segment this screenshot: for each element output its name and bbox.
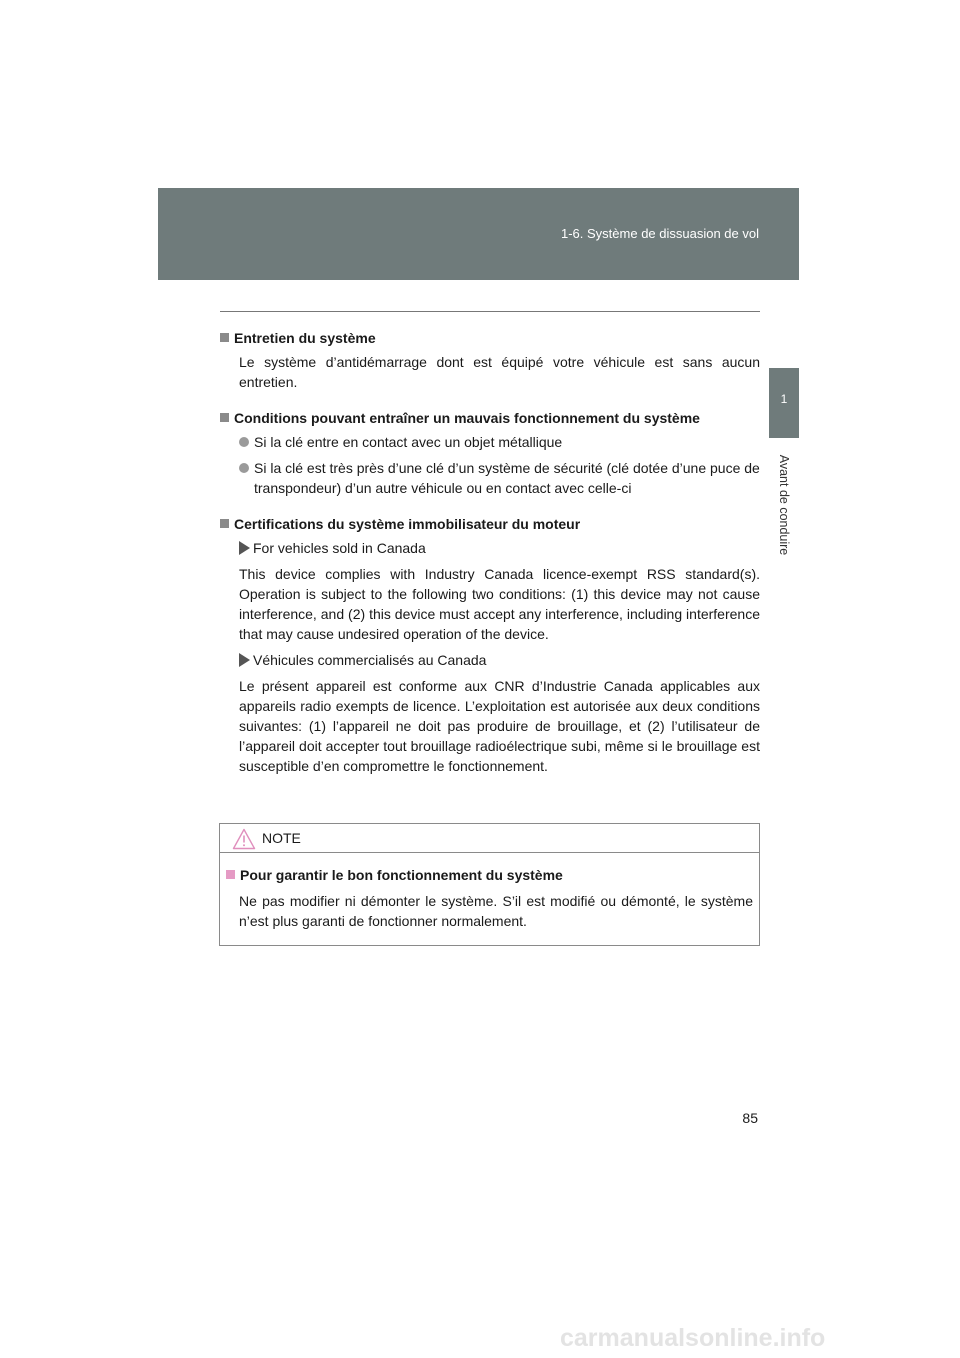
page-number: 85 — [742, 1110, 758, 1126]
watermark-text: carmanualsonline.info — [560, 1324, 826, 1352]
chapter-number: 1 — [780, 392, 788, 406]
section-paragraph: This device complies with Industry Canada licence-exempt RSS standard(s). Operation is subject to the following two conditions: (1) this device may not cause interference, and (2) this device must accept any interference, including interference that may cause undesired operation of the device. — [239, 566, 760, 642]
region-label-text: For vehicles sold in Canada — [253, 540, 426, 556]
chapter-side-label: Avant de conduire — [777, 454, 791, 556]
note-title: NOTE — [262, 830, 301, 846]
section-heading — [220, 330, 760, 346]
main-content — [220, 311, 760, 782]
watermark-logo — [560, 1322, 950, 1352]
note-heading — [226, 867, 753, 883]
section-heading-text: Certifications du système immobilisateur du moteur — [234, 516, 581, 532]
region-label-text: Véhicules commercialisés au Canada — [253, 652, 487, 668]
circle-bullet-icon — [239, 463, 249, 473]
list-item — [239, 432, 760, 452]
square-bullet-icon — [220, 333, 229, 342]
list-item-text: Si la clé entre en contact avec un objet métallique — [254, 434, 563, 450]
section-heading-text: Entretien du système — [234, 330, 376, 346]
circle-bullet-icon — [239, 437, 249, 447]
chapter-tab — [769, 368, 799, 438]
note-paragraph: Ne pas modifier ni démonter le système. S’il est modifié ou démonté, le système n’est plus garanti de fonctionner normalement. — [239, 893, 753, 929]
region-label — [239, 650, 760, 670]
note-box — [219, 823, 760, 946]
section-heading — [220, 410, 760, 426]
list-item — [239, 458, 760, 498]
section-heading — [220, 516, 760, 532]
square-bullet-icon — [220, 519, 229, 528]
chapter-title: 1-6. Système de dissuasion de vol — [561, 226, 759, 241]
note-header — [220, 824, 759, 853]
note-heading-text: Pour garantir le bon fonctionnement du système — [240, 867, 563, 883]
square-bullet-icon — [226, 870, 235, 879]
chapter-header-band — [158, 188, 799, 280]
section-paragraph: Le système d’antidémarrage dont est équipé votre véhicule est sans aucun entretien. — [239, 354, 760, 390]
section-heading-text: Conditions pouvant entraîner un mauvais fonctionnement du système — [234, 410, 700, 426]
triangle-arrow-icon — [239, 653, 250, 667]
note-body — [220, 853, 759, 931]
list-item-text: Si la clé est très près d’une clé d’un système de sécurité (clé dotée d’une puce de transpondeur) d’un autre véhicule ou en contact avec celle-ci — [254, 460, 760, 496]
warning-icon — [232, 828, 256, 850]
triangle-arrow-icon — [239, 541, 250, 555]
section-paragraph: Le présent appareil est conforme aux CNR d’Industrie Canada applicables aux appareils radio exempts de licence. L’exploitation est autorisée aux deux conditions suivantes: (1) l’appareil ne doit pas produire de brouillage, et (2) l’utilisateur de l’appareil doit accepter tout brouillage radioélectrique subi, même si le brouillage est susceptible d’en compromettre le fonctionnement. — [239, 678, 760, 774]
region-label — [239, 538, 760, 558]
square-bullet-icon — [220, 413, 229, 422]
